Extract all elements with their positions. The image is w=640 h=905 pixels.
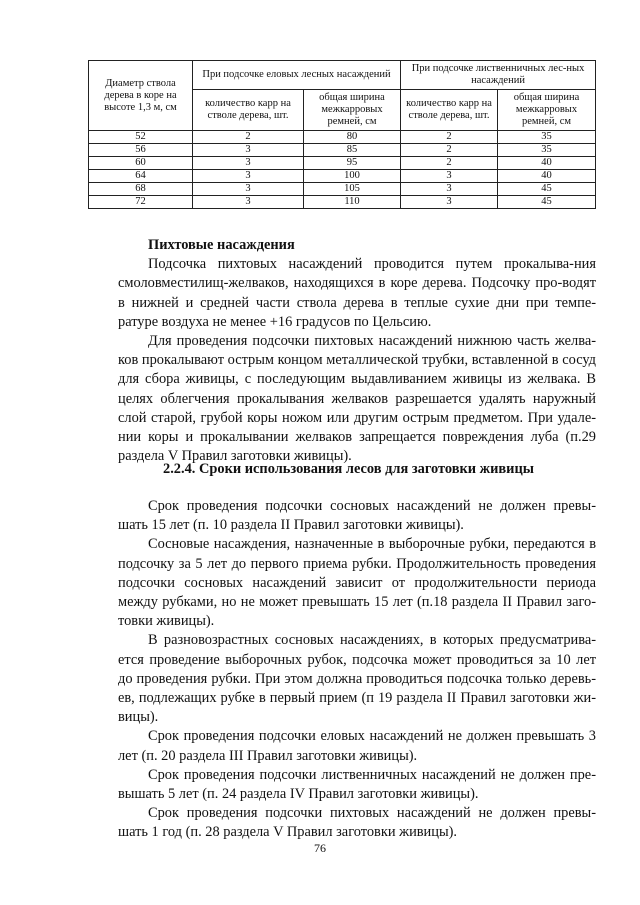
terms-section [118, 497, 596, 843]
table-cell: 3 [193, 157, 304, 170]
table-row [89, 170, 596, 183]
table-cell: 2 [193, 131, 304, 144]
fir-paragraph-1: Подсочка пихтовых насаждений проводится путем прокалыва-ния смоловместилищ-желваков, находящихся в коре дерева. Подсочку про-водят в нижней и средней части ствола дерева в теплые сухие дни при темпе-ратуре воздуха не менее +16 градусов по Цельсию. [118, 256, 596, 330]
table-cell: 45 [498, 183, 596, 196]
section-heading: 2.2.4. Сроки использования лесов для заготовки живицы [163, 461, 534, 477]
table-cell: 3 [193, 170, 304, 183]
terms-paragraph-1: Срок проведения подсочки сосновых насаждений не должен превы-шать 15 лет (п. 10 раздела II Правил заготовки живицы). [118, 498, 596, 534]
table-cell: 2 [401, 157, 498, 170]
terms-paragraph-5: Срок проведения подсочки лиственничных насаждений не должен пре-вышать 5 лет (п. 24 раздела IV Правил заготовки живицы). [118, 766, 596, 803]
terms-paragraph-2: Сосновые насаждения, назначенные в выборочные рубки, передаются в подсочку за 5 лет до первого приема рубки. Продолжительность проведения подсочки сосновых насаждений зависит от продолжительности периода между рубками, но не может превышать 15 лет (п.18 раздела II Правил заго-товки живицы). [118, 536, 596, 630]
data-table [88, 60, 596, 209]
table-cell: 2 [401, 131, 498, 144]
table-cell: 35 [498, 131, 596, 144]
table-row [89, 131, 596, 144]
table-cell: 52 [89, 131, 193, 144]
header-group-larch: При подсочке лиственничных лес-ных насаждений [401, 61, 596, 90]
table-cell: 68 [89, 183, 193, 196]
page-number: 76 [314, 841, 326, 855]
table-cell: 110 [304, 196, 401, 209]
header-larch-count: количество карр на стволе дерева, шт. [401, 90, 498, 131]
table-cell: 100 [304, 170, 401, 183]
fir-heading: Пихтовые насаждения [148, 237, 295, 253]
table-cell: 3 [193, 183, 304, 196]
table-cell: 95 [304, 157, 401, 170]
header-spruce-width: общая ширина межкарровых ремней, см [304, 90, 401, 131]
table-cell: 64 [89, 170, 193, 183]
table-row [89, 183, 596, 196]
table-cell: 72 [89, 196, 193, 209]
header-diameter: Диаметр ствола дерева в коре на высоте 1,3 м, см [89, 61, 193, 131]
header-group-spruce: При подсочке еловых лесных насаждений [193, 61, 401, 90]
table-cell: 3 [193, 196, 304, 209]
table-cell: 56 [89, 144, 193, 157]
table-cell: 105 [304, 183, 401, 196]
table-cell: 40 [498, 157, 596, 170]
header-spruce-count: количество карр на стволе дерева, шт. [193, 90, 304, 131]
header-larch-width: общая ширина межкарровых ремней, см [498, 90, 596, 131]
table-cell: 3 [401, 170, 498, 183]
table-row [89, 157, 596, 170]
terms-paragraph-4: Срок проведения подсочки еловых насаждений не должен превышать 3 лет (п. 20 раздела III Правил заготовки живицы). [118, 728, 596, 764]
table-cell: 40 [498, 170, 596, 183]
table-row [89, 196, 596, 209]
terms-heading-block [118, 460, 596, 479]
table-cell: 3 [401, 183, 498, 196]
terms-paragraph-6: Срок проведения подсочки пихтовых насаждений не должен превы-шать 1 год (п. 28 раздела V Правил заготовки живицы). [118, 805, 596, 841]
fir-section [118, 236, 596, 466]
table-cell: 35 [498, 144, 596, 157]
table-row [89, 144, 596, 157]
table-cell: 3 [193, 144, 304, 157]
terms-paragraph-3: В разновозрастных сосновых насаждениях, в которых предусматрива-ется проведение выборочных рубок, подсочка может проводиться за 10 лет до проведения рубки. При этом должна проводиться подсочка только деревь-ев, подлежащих рубке в первый прием (п 19 раздела II Правил заготовки жи-вицы). [118, 632, 596, 726]
table-cell: 80 [304, 131, 401, 144]
table-cell: 2 [401, 144, 498, 157]
table-cell: 3 [401, 196, 498, 209]
table-cell: 85 [304, 144, 401, 157]
fir-paragraph-2: Для проведения подсочки пихтовых насаждений нижнюю часть желва-ков прокалывают острым концом металлической трубки, вставленной в сосуд для сбора живицы, с последующим выдавливанием живицы из желвака. В целях облегчения прокалывания желваков разрешается удалять наружный слой старой, грубой коры ножом или другим острым предметом. При удале-нии коры и прокалывании желваков запрещается повреждения луба (п.29 раздела V Правил заготовки живицы). [118, 333, 596, 465]
table-cell: 60 [89, 157, 193, 170]
table-cell: 45 [498, 196, 596, 209]
